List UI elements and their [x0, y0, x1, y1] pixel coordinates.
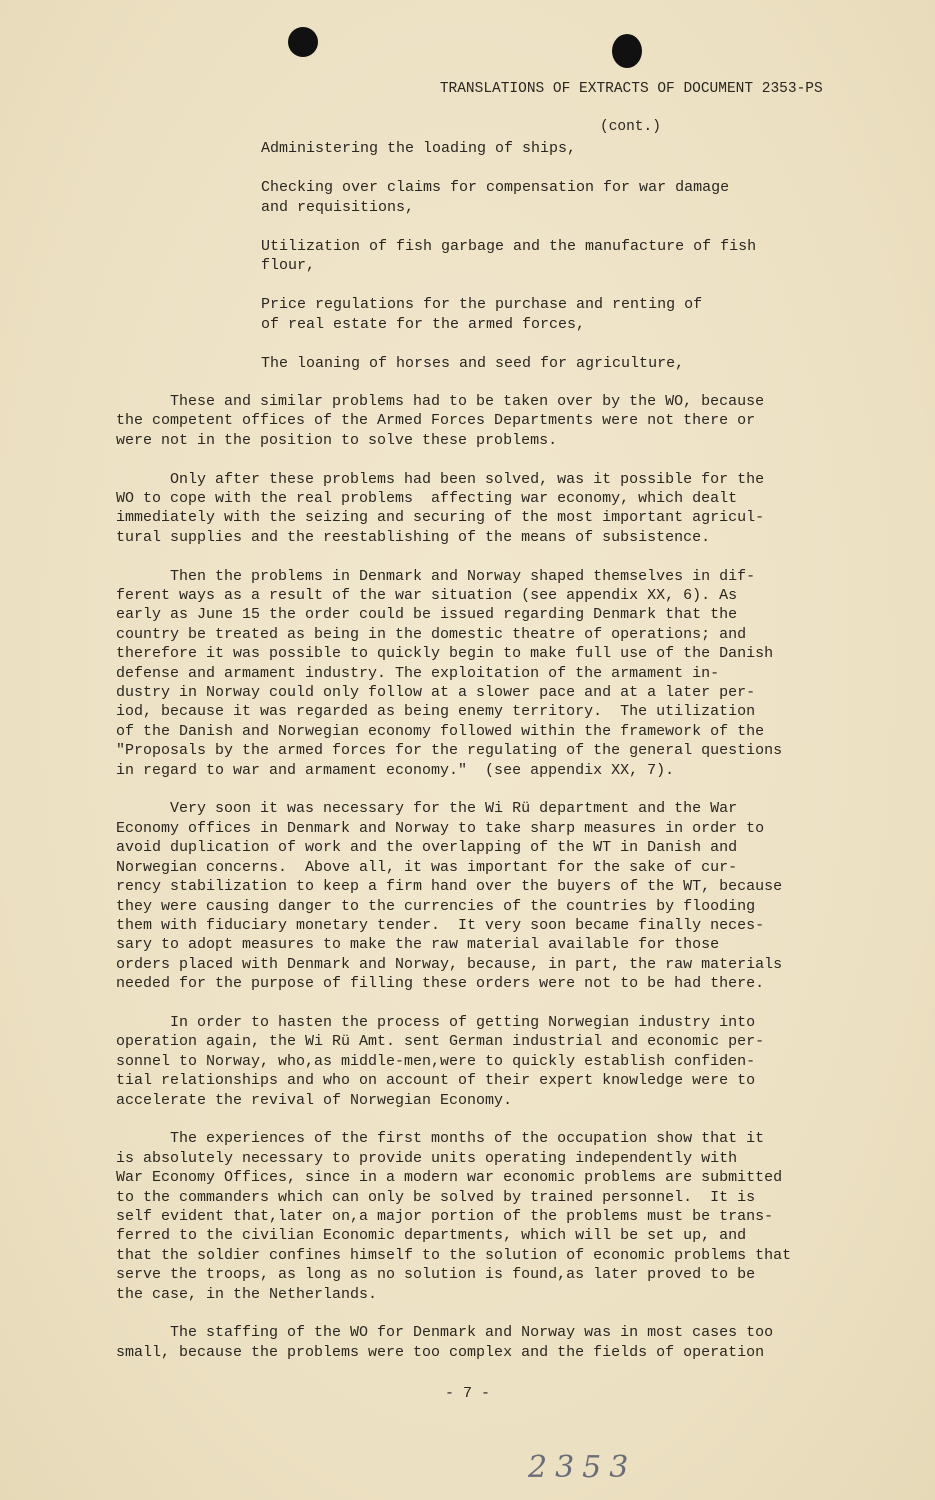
punch-hole — [288, 27, 318, 57]
paragraph: The experiences of the first months of the occupation show that it is absolutely necessary to provide units operating independently with War Economy Offices, since in a modern war economic problems are submitted to the commanders which can only be solved by trained personnel. It is self evident that,later on,a major portion of the problems must be trans- ferred to the civilian Economic departments, which will be set up, and that the soldier confines himself to the solution of economic problems that serve the troops, as long as no solution is found,as later proved to be the case, in the Netherlands. — [116, 1130, 792, 1303]
header-title: TRANSLATIONS OF EXTRACTS OF DOCUMENT 2353-PS — [439, 81, 823, 97]
paragraph: Only after these problems had been solved, was it possible for the WO to cope with the real problems affecting war economy, which dealt immediately with the seizing and securing of the most important agricul- tural supplies and the reestablishing of the means of subsistence. — [116, 470, 765, 546]
list-item: Checking over claims for compensation for war damage and requisitions, — [261, 179, 730, 216]
body-text — [116, 392, 836, 1382]
page-number: - 7 - — [444, 1385, 490, 1402]
handwritten-document-number: 2353 — [528, 1450, 637, 1485]
paragraph: The staffing of the WO for Denmark and Norway was in most cases too small, because the problems were too complex and the fields of operation — [116, 1324, 774, 1361]
list-item: Administering the loading of ships, — [261, 140, 577, 157]
list-item: Price regulations for the purchase and renting of of real estate for the armed forces, — [261, 296, 703, 333]
list-item: The loaning of horses and seed for agriculture, — [261, 354, 685, 372]
task-list — [261, 139, 821, 393]
paragraph: Then the problems in Denmark and Norway shaped themselves in dif- ferent ways as a result of the war situation (see appendix XX, 6). As early as June 15 the order could be issued regarding Denmark that the country be treated as being in the domestic theatre of operations; and therefore it was possible to quickly begin to make full use of the Danish defense and armament industry. The exploitation of the armament in- dustry in Norway could only follow at a slower pace and at a later per- iod, because it was regarded as being enemy territory. The utilization of the Danish and Norwegian economy followed within the framework of the "Proposals by the armed forces for the regulating of the general questions in regard to war and armament economy." (see appendix XX, 7). — [116, 567, 783, 779]
list-item: Utilization of fish garbage and the manufacture of fish flour, — [261, 237, 757, 274]
header-continued: (cont.) — [600, 119, 661, 135]
paragraph: In order to hasten the process of getting Norwegian industry into operation again, the Wi Rü Amt. sent German industrial and economic per- sonnel to Norway, who,as middle-men,were to quickly establish confiden- tial relationships and who on account of their expert knowledge were to accelerate the revival of Norwegian Economy. — [116, 1013, 765, 1109]
paragraph: These and similar problems had to be taken over by the WO, because the competent offices of the Armed Forces Departments were not there or were not in the position to solve these problems. — [116, 393, 765, 449]
paragraph: Very soon it was necessary for the Wi Rü department and the War Economy offices in Denmark and Norway to take sharp measures in order to avoid duplication of work and the overlapping of the WT in Danish and Norwegian concerns. Above all, it was important for the sake of cur- rency stabilization to keep a firm hand over the buyers of the WT, because they were causing danger to the currencies of the countries by flooding them with fiduciary monetary tender. It very soon became finally neces- sary to adopt measures to make the raw material available for those orders placed with Denmark and Norway, because, in part, the raw materials needed for the purpose of filling these orders were not to be had there. — [116, 800, 783, 993]
